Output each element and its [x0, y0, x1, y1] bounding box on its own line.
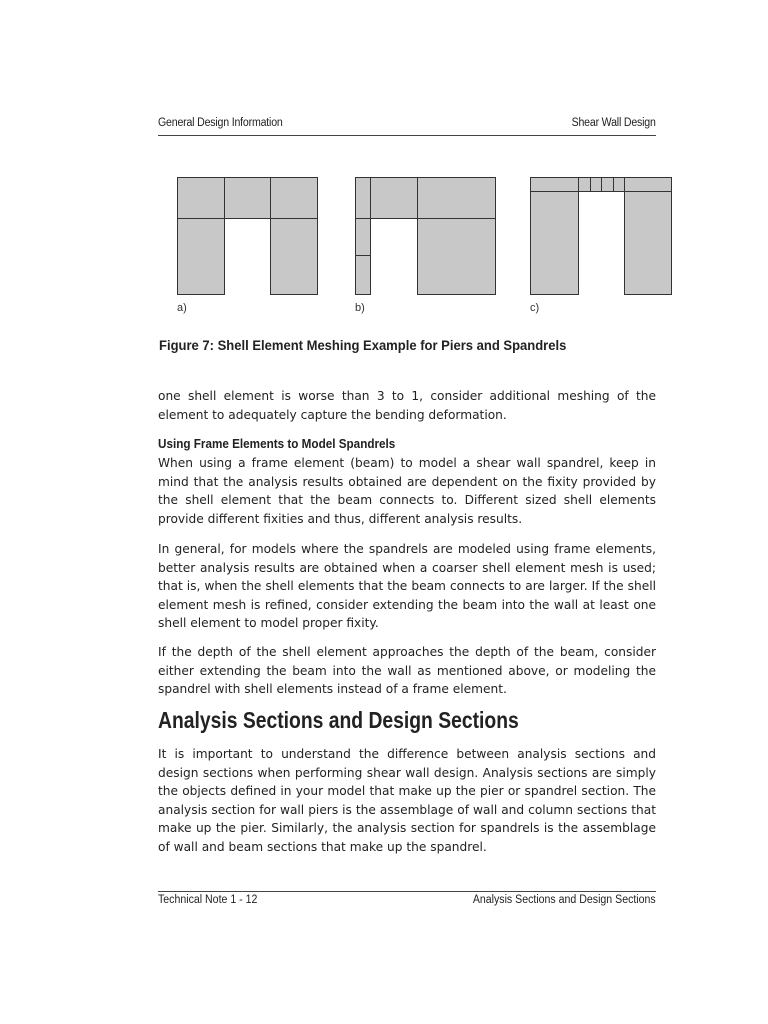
mesh-b-cell [355, 177, 371, 219]
paragraph-5: It is important to understand the difference between analysis sections and design sections when performing shear wall design. Analysis sections are simply the objects defined in your model that make up the pier or spandrel section. The analysis section for wall piers is the assemblage of wall and column sections that make up the pier. Similarly, the analysis section for spandrels is the assemblage of wall and beam sections that make up the spandrel. [158, 747, 656, 854]
figure-caption: Figure 7: Shell Element Meshing Example for Piers and Spandrels [159, 337, 567, 353]
mesh-a-cell [270, 218, 318, 295]
mesh-b-cell [417, 177, 496, 219]
mesh-c-cell [624, 177, 672, 192]
figure-label-b: b) [355, 302, 365, 314]
paragraph-1: one shell element is worse than 3 to 1, consider additional meshing of the element to adequately capture the bending deformation. [158, 389, 656, 422]
footer-rule [158, 891, 656, 892]
mesh-a-cell [270, 177, 318, 219]
mesh-a-cell [177, 218, 225, 295]
paragraph-2: When using a frame element (beam) to model a shear wall spandrel, keep in mind that the analysis results obtained are dependent on the fixity provided by the shell element that the beam connects to. Different sized shell elements provide different fixities and thus, different analysis results. [158, 456, 656, 526]
meshing-figure [0, 0, 768, 330]
paragraph-3: In general, for models where the spandrels are modeled using frame elements, better analysis results are obtained when a coarser shell element mesh is used; that is, when the shell elements that the beam connects to are larger. If the shell element mesh is refined, consider extending the beam into the wall at least one shell element to model proper fixity. [158, 542, 656, 630]
mesh-b-cell [370, 177, 418, 219]
paragraph-4: If the depth of the shell element approaches the depth of the beam, consider either extending the beam into the wall as mentioned above, or modeling the spandrel with shell elements instead of a frame element. [158, 645, 656, 696]
running-footer [158, 894, 656, 912]
footer-right: Analysis Sections and Design Sections [472, 894, 656, 906]
subheading: Using Frame Elements to Model Spandrels [158, 436, 396, 451]
section-title: Analysis Sections and Design Sections [158, 707, 519, 733]
header-right: Shear Wall Design [571, 117, 656, 129]
mesh-a-cell [177, 177, 225, 219]
mesh-c-cell [624, 191, 672, 295]
mesh-b-cell [355, 255, 371, 295]
mesh-b-cell [417, 218, 496, 295]
header-left: General Design Information [158, 117, 283, 129]
footer-left: Technical Note 1 - 12 [158, 894, 258, 906]
figure-label-c: c) [530, 302, 540, 314]
mesh-c-cell [530, 177, 579, 192]
mesh-b-cell [355, 218, 371, 256]
mesh-c-cell [530, 191, 579, 295]
figure-label-a: a) [177, 302, 187, 314]
mesh-a-cell [224, 177, 271, 219]
